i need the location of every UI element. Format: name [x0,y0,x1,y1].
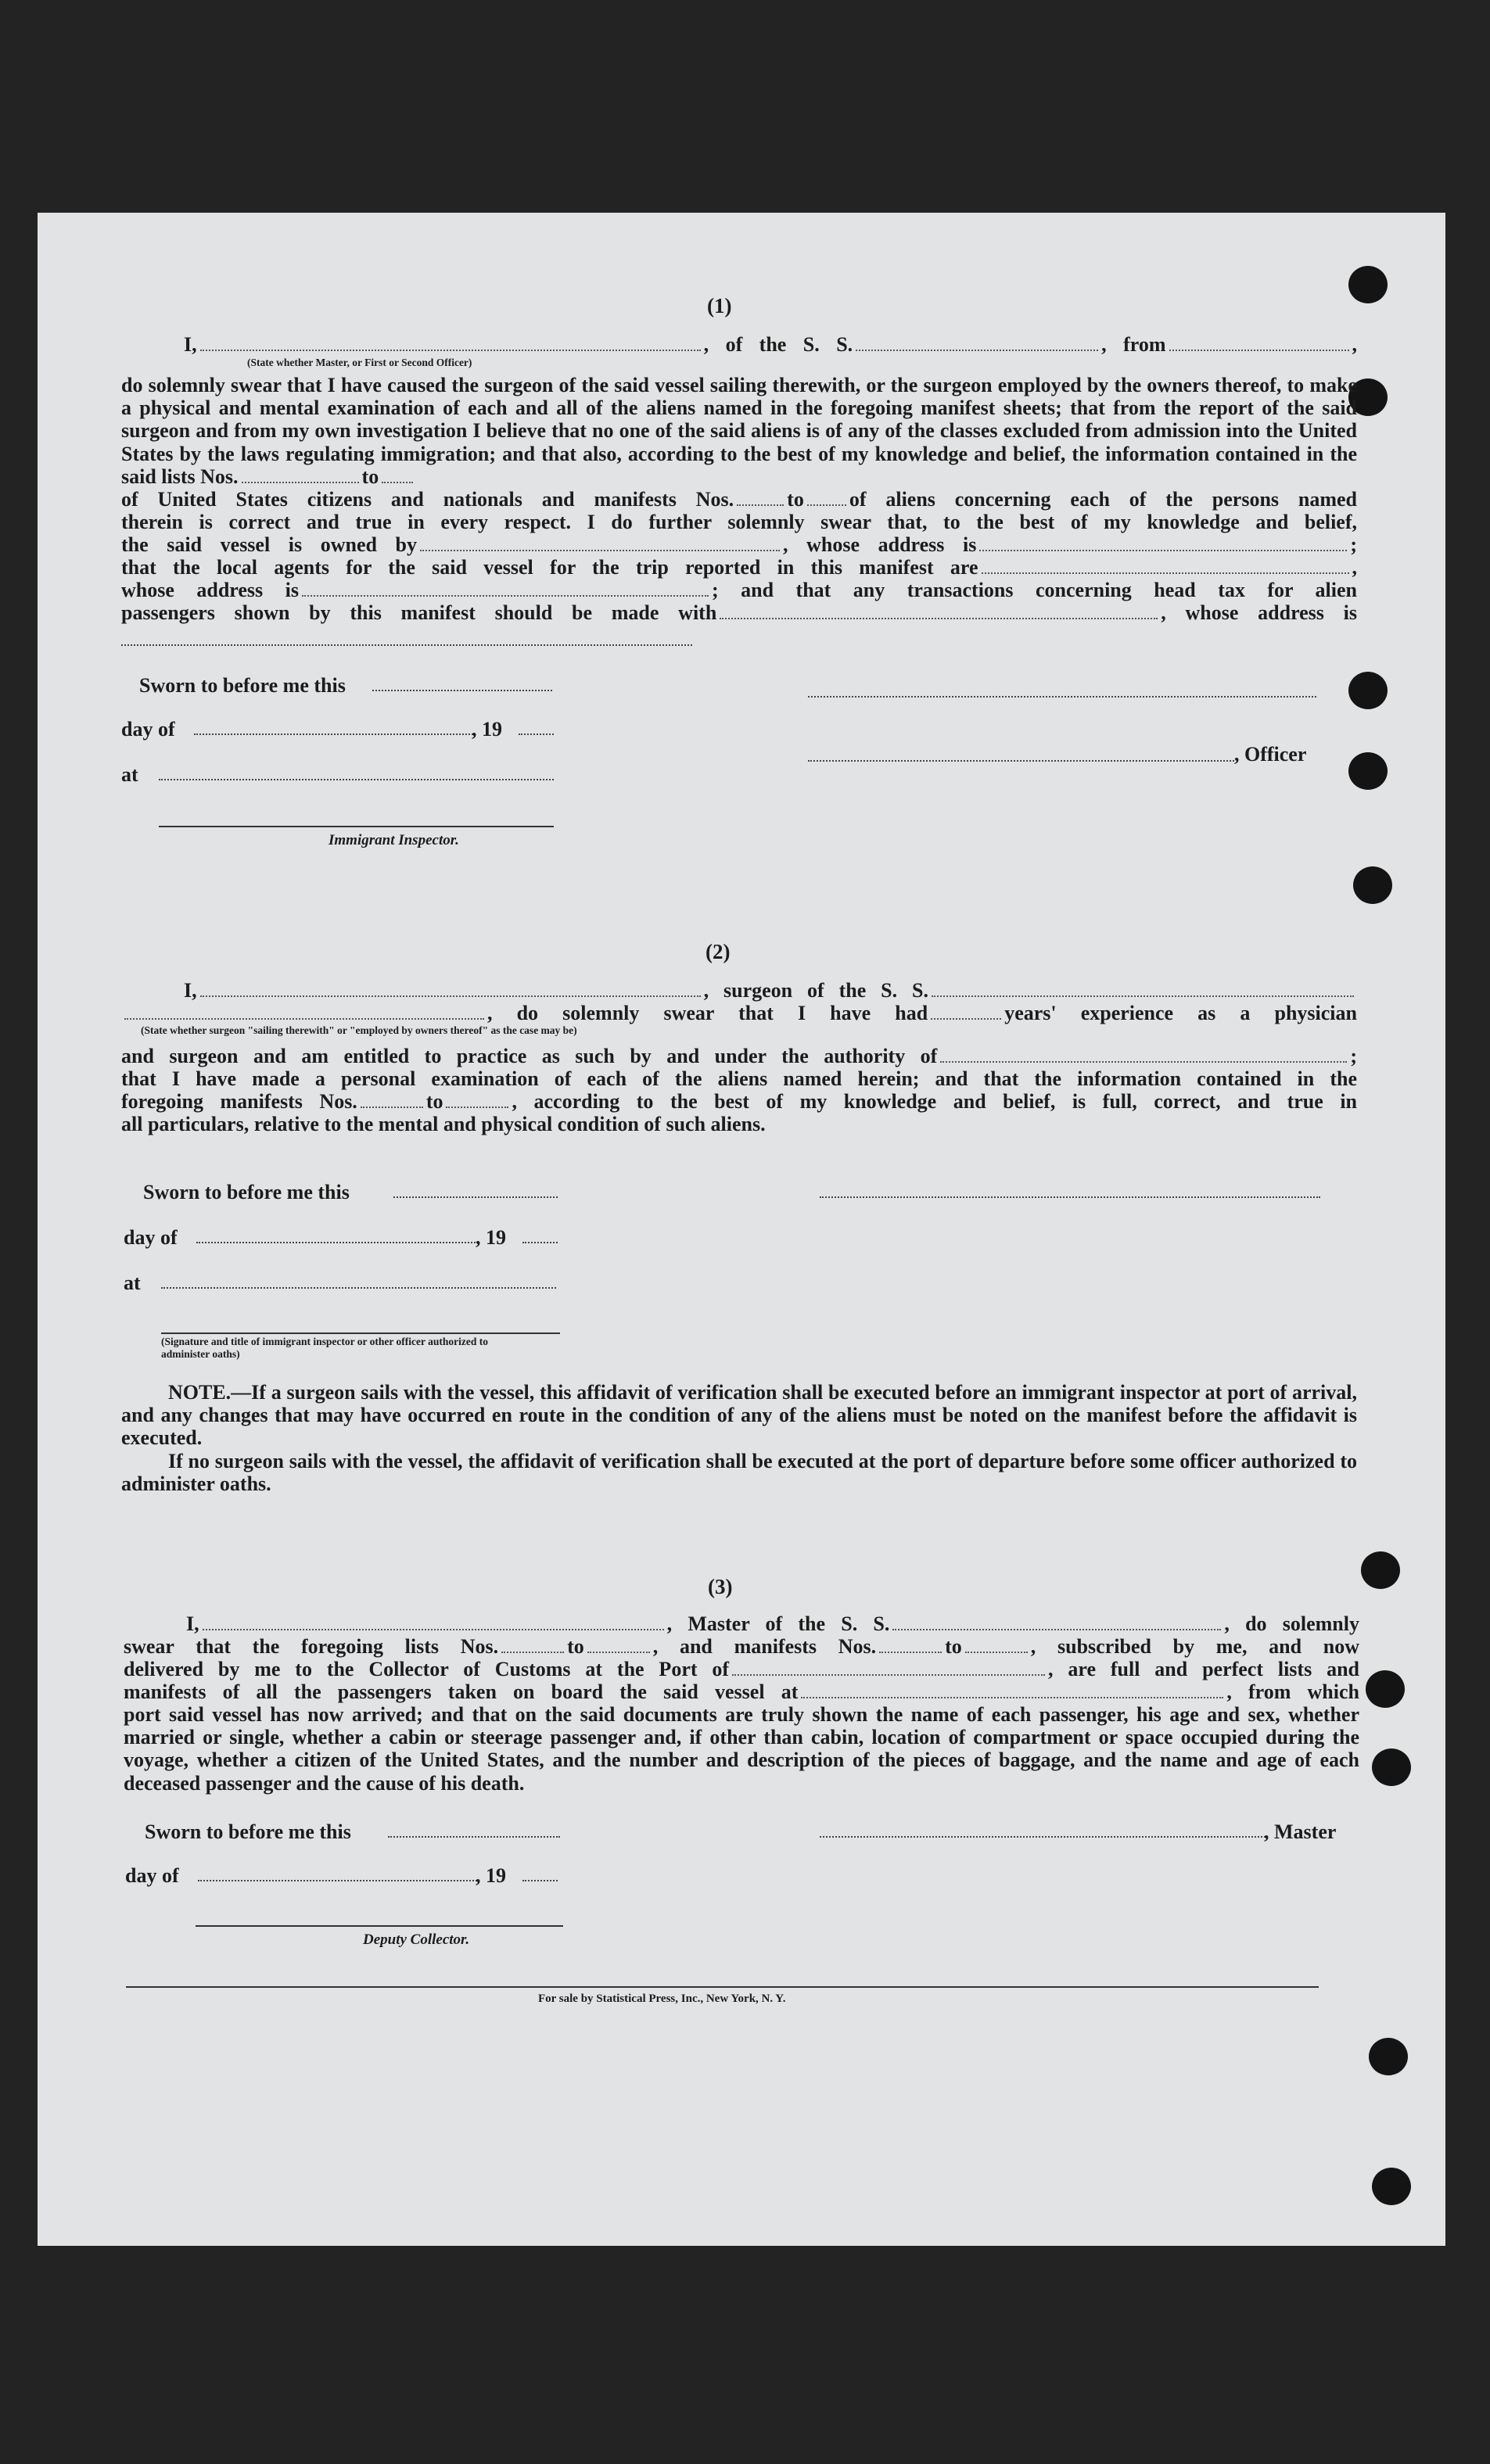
section-1-number: (1) [707,294,732,317]
section-2-at-label: at [124,1271,141,1294]
section-1-sworn-date-field[interactable] [372,690,552,691]
owner-field[interactable] [420,548,780,551]
section-1-day-of-label: day of [121,718,175,741]
punch-hole [1348,266,1388,303]
ship-name-field[interactable] [856,348,1098,351]
section-2-sworn-label: Sworn to before me this [143,1181,350,1203]
section-3-sworn-label: Sworn to before me this [145,1820,351,1843]
section-2-line-4: that I have made a personal examination of each of the aliens named herein; and that the information contained in the [121,1067,1357,1090]
section-1-body: do solemnly swear that I have caused the surgeon of the said vessel sailing therewith, or the surgeon employed by the owners thereof, to make a physical and mental examination of each and all of the aliens named in the foregoing manifest sheets; that from the report of the said surgeon and from my own investigation I believe that no one of the said aliens is of any of the classes excluded from admission into the United States by the laws regulating immigration; and that also, according to the best of my knowledge and belief, the information contained in the said lists Nos. to [121,374,1357,488]
label-from: , from [1101,333,1166,356]
section-2-line-2: , do solemnly swear that I have had years' experience as a physician [121,1002,1357,1024]
punch-hole [1353,866,1392,904]
deputy-caption: Deputy Collector. [363,1931,470,1948]
lists-from-field[interactable] [242,480,359,483]
section-2-day-of-label: day of [124,1226,178,1249]
section-1-first-line: I, , of the S. S. , from , [184,333,1357,356]
section-3-first-line: I, , Master of the S. S. , do solemnly [186,1612,1359,1635]
section-3-master-label: , Master [1264,1820,1337,1843]
section-1-year-label: , 19 [472,718,502,741]
section-2-at-field[interactable] [161,1287,556,1289]
section-1-line-3: therein is correct and true in every respect. I do further solemnly swear that, to the best of my knowledge and belief, [121,511,1357,533]
section-3-day-field[interactable] [198,1880,479,1881]
section-3-day-of-label: day of [125,1864,179,1887]
section-3-body: port said vessel has now arrived; and that on the said documents are truly shown the name of each passenger, his age and sex, whether married or single, whether a cabin or steerage passenger and, if other than cabin, location of compartment or space occupied during the voyage, whether a citizen of the United States, and the number and description of the pieces of baggage, and the name and age of each deceased passenger and the cause of his death. [124,1703,1359,1795]
punch-hole [1369,2038,1408,2075]
section-2-day-field[interactable] [196,1242,478,1243]
manifests-to-field[interactable] [807,503,846,506]
surgeon-name-field[interactable] [200,994,701,997]
section-3-manifests-to-field[interactable] [965,1650,1028,1653]
section-1-line-2: of United States citizens and nationals and manifests Nos. to of aliens concerning each of the persons named [121,488,1357,511]
section-1-line-6: whose address is ; and that any transactions concerning head tax for alien [121,579,1357,601]
section-1-officer-signature-field[interactable] [808,760,1234,762]
surgeon-ship-field[interactable] [932,994,1354,997]
section-2-year-field[interactable] [522,1242,558,1243]
section-2-sworn-date-field[interactable] [393,1196,558,1198]
punch-hole [1372,2168,1411,2205]
note-paragraph-1: NOTE.—If a surgeon sails with the vessel, this affidavit of verification shall be executed before an immigrant inspector at port of arrival, and any changes that may have occurred en route in the condition of any of the aliens must be noted on the manifest before the affidavit is executed. [121,1381,1357,1450]
agents-address-field[interactable] [302,594,709,597]
master-ship-field[interactable] [892,1627,1221,1630]
years-field[interactable] [931,1017,1001,1020]
section-3-lists-from-field[interactable] [501,1650,564,1653]
section-2-number: (2) [706,940,731,963]
section-2-officer-signature-line[interactable] [161,1332,560,1334]
section-2-line-3: and surgeon and am entitled to practice as such by and under the authority of ; [121,1045,1357,1067]
label-of-ss: , of the S. S. [703,333,853,356]
section-2-first-line: I, , surgeon of the S. S. [121,979,1357,1002]
section-1-line-5: that the local agents for the said vessel for the trip reported in this manifest are , [121,556,1357,579]
section-3-line-2: swear that the foregoing lists Nos. to , and manifests Nos. to , subscribed by me, and now [124,1635,1360,1658]
section-1-at-field[interactable] [159,779,554,780]
surgeon-status-field[interactable] [124,1017,484,1020]
section-2-line-5: foregoing manifests Nos. to , according to the best of my knowledge and belief, is full, correct, and true in [121,1090,1358,1113]
section-1-signature-line-1[interactable] [808,696,1316,698]
section-1-line-7: passengers shown by this manifest should be made with , whose address is [121,601,1357,624]
from-field[interactable] [1169,348,1349,351]
section-2-signature-line[interactable] [820,1196,1320,1198]
label-i: I, [184,333,197,356]
master-name-field[interactable] [203,1627,664,1630]
section-1-officer-label: , Officer [1234,743,1307,766]
punch-hole [1372,1748,1411,1786]
inspector-caption: Immigrant Inspector. [329,832,459,848]
head-tax-field[interactable] [720,616,1158,619]
section-3-lists-to-field[interactable] [587,1650,650,1653]
master-signature-field[interactable] [820,1836,1266,1838]
section-3-line-3: delivered by me to the Collector of Customs at the Port of , are full and perfect lists and [124,1658,1359,1680]
port-field[interactable] [732,1673,1045,1676]
section-1-rank-note: (State whether Master, or First or Second Officer) [247,357,472,368]
printer-credit: For sale by Statistical Press, Inc., New York, N. Y. [538,1992,786,2005]
section-2-signature-note: (Signature and title of immigrant inspector or other officer authorized to administer oaths) [161,1336,488,1360]
section-3-sworn-date-field[interactable] [388,1836,560,1838]
section-3-line-4: manifests of all the passengers taken on board the said vessel at , from which [124,1680,1359,1703]
footer-rule [126,1986,1319,1988]
boarding-port-field[interactable] [801,1695,1223,1698]
section-1-at-label: at [121,763,138,786]
manifests-from-field[interactable] [737,503,784,506]
punch-hole [1366,1670,1405,1708]
section-2-line-6: all particulars, relative to the mental and physical condition of such aliens. [121,1113,766,1135]
inspector-signature-line[interactable] [159,826,554,827]
section-2-manifests-to-field[interactable] [446,1105,508,1108]
rank-field[interactable] [200,348,701,351]
section-3-manifests-from-field[interactable] [879,1650,942,1653]
section-3-year-field[interactable] [522,1880,558,1881]
note-paragraph-2: If no surgeon sails with the vessel, the affidavit of verification shall be executed at the port of departure before some officer authorized to administer oaths. [121,1450,1357,1496]
section-1-day-field[interactable] [194,733,476,735]
authority-field[interactable] [940,1060,1347,1063]
owner-address-field[interactable] [979,548,1347,551]
head-tax-address-field[interactable] [121,644,692,646]
section-1-sworn-label: Sworn to before me this [139,674,346,697]
punch-hole [1361,1551,1400,1589]
section-3-number: (3) [708,1575,733,1598]
agents-field[interactable] [982,571,1349,574]
section-1-year-field[interactable] [519,733,554,735]
section-1-line-4: the said vessel is owned by , whose address is ; [121,533,1357,556]
form-page [38,213,1445,2246]
punch-hole [1348,672,1388,709]
punch-hole [1348,752,1388,790]
deputy-signature-line[interactable] [196,1925,563,1927]
section-2-status-note: (State whether surgeon "sailing therewith" or "employed by owners thereof" as the case may be) [141,1024,577,1036]
section-3-year-label: , 19 [476,1864,506,1887]
section-2-year-label: , 19 [476,1226,506,1249]
lists-to-field[interactable] [382,480,413,483]
section-2-manifests-from-field[interactable] [361,1105,423,1108]
